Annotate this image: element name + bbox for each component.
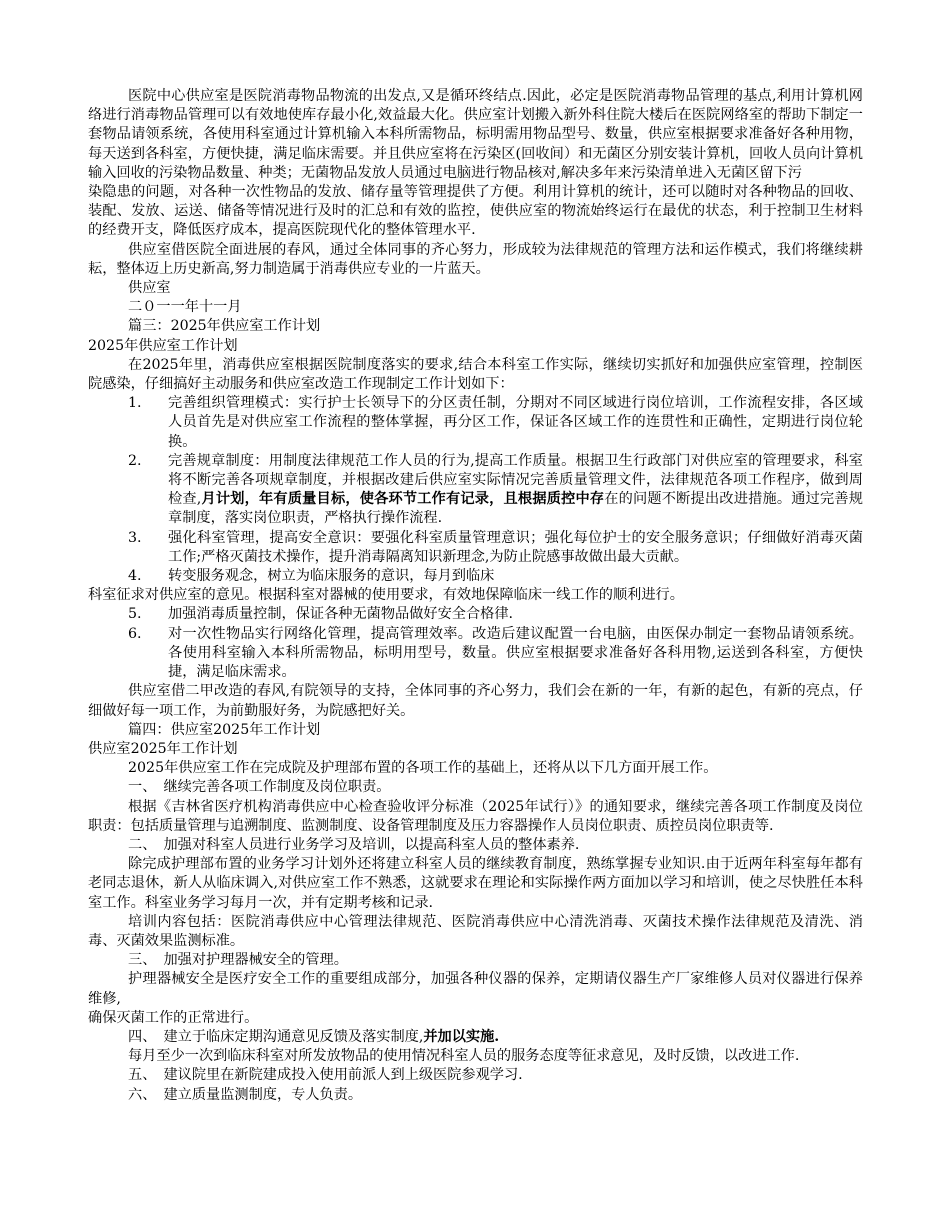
list-number: 5. [128,606,142,623]
list-text-part: 完善规章制度：用制度法律规范工作人员的行为,提高工作质量。根据卫生行政部门对供应室的管理要求，科室将不断完善各项规章制度，并根据改建后供应室实际情况完善质量管理文件，法律规范各项工作程序，做到周检查, [168,452,863,508]
paragraph: 在2025年里，消毒供应室根据医院制度落实的要求,结合本科室工作实际，继续切实抓好和加强供应室管理，控制医院感染，仔细搞好主动服务和供应室改造工作现制定工作计划如下： [88,356,863,393]
list-number: 6. [128,625,142,642]
list-number: 3. [128,529,142,546]
paragraph: 供应室借二甲改造的春风,有院领导的支持，全体同事的齐心努力，我们会在新的一年，有新的起色，有新的亮点，仔细做好每一项工作，为前勤服好务，为院感把好关。 [88,683,863,719]
list-item [88,567,863,586]
paragraph: 科室征求对供应室的意见。根据科室对器械的使用要求，有效地保障临床一线工作的顺利进行。 [88,587,684,604]
list-number: 1. [128,395,142,412]
paragraph: 培训内容包括：医院消毒供应中心管理法律规范、医院消毒供应中心清洗消毒、灭菌技术操作法律规范及清洗、消毒、灭菌效果监测标准。 [88,913,863,949]
list-item [88,452,863,529]
paragraph: 2025年供应室工作在完成院及护理部布置的各项工作的基础上，还将从以下几方面开展工作。 [128,760,718,777]
section-heading: 篇四：供应室2025年工作计划 [128,721,321,738]
list-text: 对一次性物品实行网络化管理，提高管理效率。改造后建议配置一台电脑，由医保办制定一套物品请领系统。各使用科室输入本科所需物品，标明用型号，数量。供应室根据要求准备好各科用物,运送到各科室，方便快捷，满足临床需求。 [168,625,863,681]
paragraph: 确保灭菌工作的正常进行。 [88,1009,259,1026]
paragraph: 医院中心供应室是医院消毒物品物流的出发点,又是循环终结点.因此，必定是医院消毒物品管理的基点,利用计算机网络进行消毒物品管理可以有效地使库存最小化,效益最大化。供应室计划搬入新外科住院大楼后在医院网络室的帮助下制定一套物品请领系统，各使用科室通过计算机输入本科所需物品，标明需用物品型号、数量，供应室根据要求准备好各种用物，每天送到各科室，方便快捷，满足临床需要。并且供应室将在污染区(回收间）和无菌区分别安装计算机，回收人员向计算机输入回收的污染物品数量、种类；无菌物品发放人员通过电脑进行物品核对,解决多年来污染清单进入无菌区留下污 [88,88,863,181]
paragraph: 染隐患的问题，对各种一次性物品的发放、储存量等管理提供了方便。利用计算机的统计，还可以随时对各种物品的回收、装配、发放、运送、储备等情况进行及时的汇总和有效的监控，使供应室的物流始终运行在最优的状态，利于控制卫生材料的经费开支，降低医疗成本，提高医院现代化的整体管理水平. [88,184,863,239]
list-number: 4. [128,568,142,585]
list-item [88,625,863,683]
subsection-heading: 五、 建议院里在新院建成投入使用前派人到上级医院参观学习. [128,1067,523,1084]
list-item [88,394,863,452]
paragraph: 护理器械安全是医疗安全工作的重要组成部分，加强各种仪器的保养，定期请仪器生产厂家维修人员对仪器进行保养维修, [88,971,863,1007]
date: 二０一一年十一月 [128,299,242,316]
list-text: 转变服务观念，树立为临床服务的意识，每月到临床 [168,568,495,585]
list-text: 完善组织管理模式：实行护士长领导下的分区责任制，分期对不同区域进行岗位培训，工作流程安排，各区域人员首先是对供应室工作流程的整体掌握，再分区工作，保证各区域工作的连贯性和正确性，定期进行岗位轮换。 [168,395,863,450]
signature: 供应室 [128,280,171,297]
list-item [88,529,863,567]
list-number: 2. [128,452,142,469]
paragraph: 根据《吉林省医疗机构消毒供应中心检查验收评分标准（2025年试行）》的通知要求，继续完善各项工作制度及岗位职责：包括质量管理与追溯制度、监测制度、设备管理制度及压力容器操作人员岗位职责、质控员岗位职责等. [88,798,863,834]
list-text-part: 在的问题不断提出改进措施。通过完善规章制度，落实岗位职责，严格执行操作流程. [168,491,863,527]
list-text [168,452,863,529]
subsection-heading [88,1028,863,1047]
subsection-heading: 三、 加强对护理器械安全的管理。 [128,952,348,969]
paragraph: 每月至少一次到临床科室对所发放物品的使用情况科室人员的服务态度等征求意见，及时反馈，以改进工作. [128,1048,800,1065]
document-body [88,87,863,1105]
subsection-text: 四、 建立于临床定期沟通意见反馈及落实制度, [128,1028,424,1045]
list-text: 加强消毒质量控制，保证各种无菌物品做好安全合格律. [168,606,514,623]
list-text: 强化科室管理，提高安全意识：要强化科室质量管理意识；强化每位护士的安全服务意识；仔细做好消毒灭菌工作;严格灭菌技术操作，提升消毒隔离知识新理念,为防止院感事故做出最大贡献。 [168,529,863,565]
section-title: 供应室2025年工作计划 [88,740,238,757]
section-heading: 篇三：2025年供应室工作计划 [128,318,321,335]
subsection-heading: 一、 继续完善各项工作制度及岗位职责。 [128,779,391,796]
paragraph: 供应室借医院全面进展的春风，通过全体同事的齐心努力，形成较为法律规范的管理方法和运作模式，我们将继续耕耘，整体迈上历史新高,努力制造属于消毒供应专业的一片蓝天。 [88,241,863,277]
list-text-bold: 月计划，年有质量目标，使各环节工作有记录，且根据质控中存 [201,491,605,508]
section-title: 2025年供应室工作计划 [88,337,238,354]
subsection-heading: 六、 建立质量监测制度，专人负责。 [128,1086,363,1103]
subsection-heading: 二、 加强对科室人员进行业务学习及培训，以提高科室人员的整体素养. [128,836,580,853]
paragraph: 除完成护理部布置的业务学习计划外还将建立科室人员的继续教育制度，熟练掌握专业知识.由于近两年科室每年都有老同志退休，新人从临床调入,对供应室工作不熟悉，这就要求在理论和实际操作两方面加以学习和培训，使之尽快胜任本科室工作。科室业务学习每月一次，并有定期考核和记录. [88,856,863,911]
list-item [88,605,863,624]
subsection-text-bold: 并加以实施. [423,1028,500,1045]
